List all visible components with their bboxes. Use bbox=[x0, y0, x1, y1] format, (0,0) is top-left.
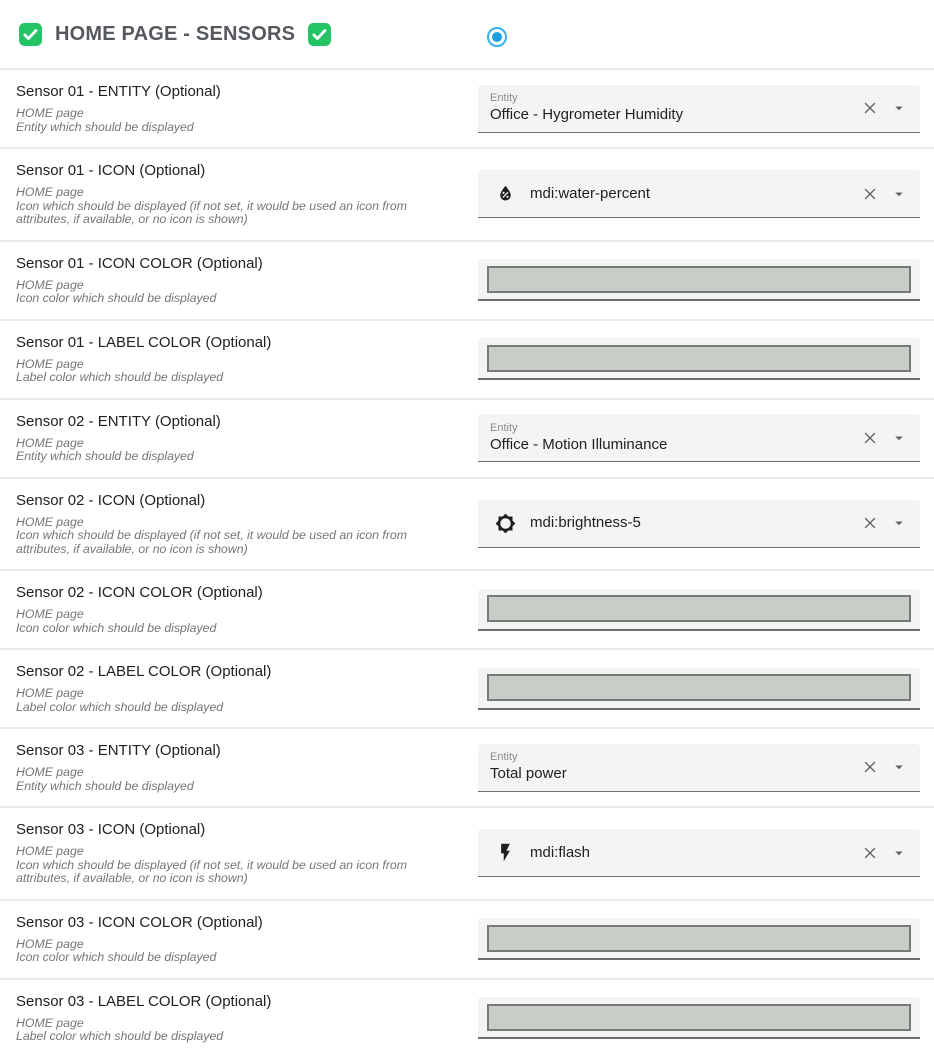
clear-icon[interactable] bbox=[861, 844, 879, 862]
field-value: Office - Motion Illuminance bbox=[490, 435, 668, 453]
row-title: Sensor 01 - ICON (Optional) bbox=[16, 162, 206, 179]
page-header bbox=[0, 0, 934, 68]
color-input-field[interactable] bbox=[478, 589, 920, 631]
row-info bbox=[0, 901, 467, 978]
row-control bbox=[467, 808, 934, 899]
icon-select-field[interactable] bbox=[478, 500, 920, 548]
config-rows bbox=[0, 68, 934, 1057]
row-title: Sensor 01 - ENTITY (Optional) bbox=[16, 83, 221, 100]
row-title: Sensor 01 - ICON COLOR (Optional) bbox=[16, 254, 263, 272]
row-info bbox=[0, 321, 467, 398]
row-control bbox=[467, 901, 934, 978]
row-info bbox=[0, 571, 467, 648]
color-swatch[interactable] bbox=[487, 345, 911, 372]
field-value: Office - Hygrometer Humidity bbox=[490, 106, 684, 123]
color-swatch[interactable] bbox=[487, 595, 911, 622]
row-title: Sensor 02 - LABEL COLOR (Optional) bbox=[16, 663, 272, 680]
row-title: Sensor 03 - ICON (Optional) bbox=[16, 821, 206, 838]
config-row bbox=[0, 978, 934, 1057]
row-description: Icon color which should be displayed bbox=[16, 620, 217, 635]
row-subtitle: HOME page bbox=[16, 356, 84, 371]
chevron-down-icon[interactable] bbox=[890, 514, 908, 532]
row-subtitle: HOME page bbox=[16, 936, 84, 951]
row-description: Label color which should be displayed bbox=[16, 699, 224, 714]
row-subtitle: HOME page bbox=[16, 106, 84, 120]
row-subtitle: HOME page bbox=[16, 435, 84, 450]
row-description: Icon which should be displayed (if not set, it would be used an icon from attributes, if available, or no icon is shown) bbox=[16, 528, 407, 556]
entity-stack bbox=[490, 751, 853, 783]
config-row bbox=[0, 806, 934, 899]
chevron-down-icon[interactable] bbox=[890, 99, 908, 117]
chevron-down-icon[interactable] bbox=[890, 429, 908, 447]
row-info bbox=[0, 400, 467, 477]
field-trailing-controls bbox=[861, 844, 908, 862]
blue-radio-selected-icon[interactable] bbox=[487, 27, 507, 47]
entity-stack bbox=[490, 422, 853, 454]
config-row bbox=[0, 319, 934, 398]
row-subtitle: HOME page bbox=[16, 686, 84, 700]
flash-icon bbox=[495, 842, 516, 863]
field-value: mdi:water-percent bbox=[530, 184, 651, 202]
chevron-down-icon[interactable] bbox=[890, 758, 908, 776]
row-title: Sensor 02 - ENTITY (Optional) bbox=[16, 412, 221, 430]
row-title: Sensor 02 - ICON (Optional) bbox=[16, 491, 206, 509]
clear-icon[interactable] bbox=[861, 758, 879, 776]
row-title: Sensor 03 - LABEL COLOR (Optional) bbox=[16, 992, 272, 1010]
row-description: Icon which should be displayed (if not set, it would be used an icon from attributes, if available, or no icon is shown) bbox=[16, 198, 407, 226]
row-info bbox=[0, 242, 467, 319]
clear-icon[interactable] bbox=[861, 99, 879, 117]
row-subtitle: HOME page bbox=[16, 1015, 84, 1030]
color-swatch[interactable] bbox=[487, 925, 911, 952]
row-subtitle: HOME page bbox=[16, 765, 84, 779]
row-control bbox=[467, 70, 934, 147]
color-input-field[interactable] bbox=[478, 918, 920, 960]
row-title: Sensor 03 - ENTITY (Optional) bbox=[16, 742, 221, 759]
field-value: mdi:brightness-5 bbox=[530, 514, 641, 532]
row-description: Entity which should be displayed bbox=[16, 449, 194, 463]
row-description: Label color which should be displayed bbox=[16, 370, 224, 384]
chevron-down-icon[interactable] bbox=[890, 844, 908, 862]
config-row bbox=[0, 648, 934, 727]
row-info bbox=[0, 808, 467, 899]
row-description: Entity which should be displayed bbox=[16, 778, 194, 793]
row-subtitle: HOME page bbox=[16, 607, 84, 621]
row-title: Sensor 01 - LABEL COLOR (Optional) bbox=[16, 333, 272, 351]
field-trailing-controls bbox=[861, 185, 908, 203]
config-row bbox=[0, 240, 934, 319]
entity-select-field[interactable] bbox=[478, 744, 920, 792]
row-subtitle: HOME page bbox=[16, 514, 84, 529]
green-checkbox-icon bbox=[307, 22, 332, 47]
clear-icon[interactable] bbox=[861, 429, 879, 447]
config-row bbox=[0, 68, 934, 147]
row-control bbox=[467, 479, 934, 570]
clear-icon[interactable] bbox=[861, 185, 879, 203]
brightness-5-icon bbox=[495, 513, 516, 534]
row-description: Icon which should be displayed (if not set, it would be used an icon from attributes, if available, or no icon is shown) bbox=[16, 857, 407, 885]
icon-select-field[interactable] bbox=[478, 829, 920, 877]
field-floating-label: Entity bbox=[490, 92, 518, 104]
row-info bbox=[0, 980, 467, 1057]
config-row bbox=[0, 398, 934, 477]
config-row bbox=[0, 569, 934, 648]
row-title: Sensor 03 - ICON COLOR (Optional) bbox=[16, 913, 263, 931]
color-swatch[interactable] bbox=[487, 266, 911, 293]
row-description: Entity which should be displayed bbox=[16, 119, 194, 134]
config-row bbox=[0, 727, 934, 806]
row-info bbox=[0, 729, 467, 806]
chevron-down-icon[interactable] bbox=[890, 185, 908, 203]
row-control bbox=[467, 729, 934, 806]
color-input-field[interactable] bbox=[478, 997, 920, 1039]
clear-icon[interactable] bbox=[861, 514, 879, 532]
green-checkbox-icon bbox=[18, 22, 43, 47]
field-trailing-controls bbox=[861, 99, 908, 117]
row-info bbox=[0, 479, 467, 570]
row-control bbox=[467, 980, 934, 1057]
color-swatch[interactable] bbox=[487, 1004, 911, 1031]
entity-stack bbox=[490, 92, 853, 124]
row-control bbox=[467, 571, 934, 648]
config-row bbox=[0, 147, 934, 240]
water-percent-icon bbox=[495, 183, 516, 204]
field-trailing-controls bbox=[861, 514, 908, 532]
row-description: Label color which should be displayed bbox=[16, 1029, 224, 1043]
entity-select-field[interactable] bbox=[478, 85, 920, 133]
field-trailing-controls bbox=[861, 429, 908, 447]
field-value: Total power bbox=[490, 765, 567, 782]
field-floating-label: Entity bbox=[490, 421, 518, 434]
color-input-field[interactable] bbox=[478, 259, 920, 301]
color-input-field[interactable] bbox=[478, 668, 920, 710]
config-row bbox=[0, 477, 934, 570]
row-subtitle: HOME page bbox=[16, 844, 84, 858]
config-row bbox=[0, 899, 934, 978]
row-info bbox=[0, 70, 467, 147]
row-subtitle: HOME page bbox=[16, 185, 84, 199]
row-info bbox=[0, 149, 467, 240]
row-title: Sensor 02 - ICON COLOR (Optional) bbox=[16, 584, 263, 601]
row-info bbox=[0, 650, 467, 727]
row-control bbox=[467, 242, 934, 319]
row-control bbox=[467, 650, 934, 727]
color-input-field[interactable] bbox=[478, 338, 920, 380]
row-description: Icon color which should be displayed bbox=[16, 291, 217, 305]
row-control bbox=[467, 149, 934, 240]
field-value: mdi:flash bbox=[530, 843, 591, 861]
row-control bbox=[467, 321, 934, 398]
row-subtitle: HOME page bbox=[16, 277, 84, 292]
radio-dot bbox=[492, 32, 502, 42]
row-control bbox=[467, 400, 934, 477]
entity-select-field[interactable] bbox=[478, 414, 920, 462]
row-description: Icon color which should be displayed bbox=[16, 950, 217, 964]
color-swatch[interactable] bbox=[487, 674, 911, 701]
icon-select-field[interactable] bbox=[478, 170, 920, 218]
page-title: HOME PAGE - SENSORS bbox=[55, 22, 296, 45]
field-trailing-controls bbox=[861, 758, 908, 776]
field-floating-label: Entity bbox=[490, 751, 518, 763]
